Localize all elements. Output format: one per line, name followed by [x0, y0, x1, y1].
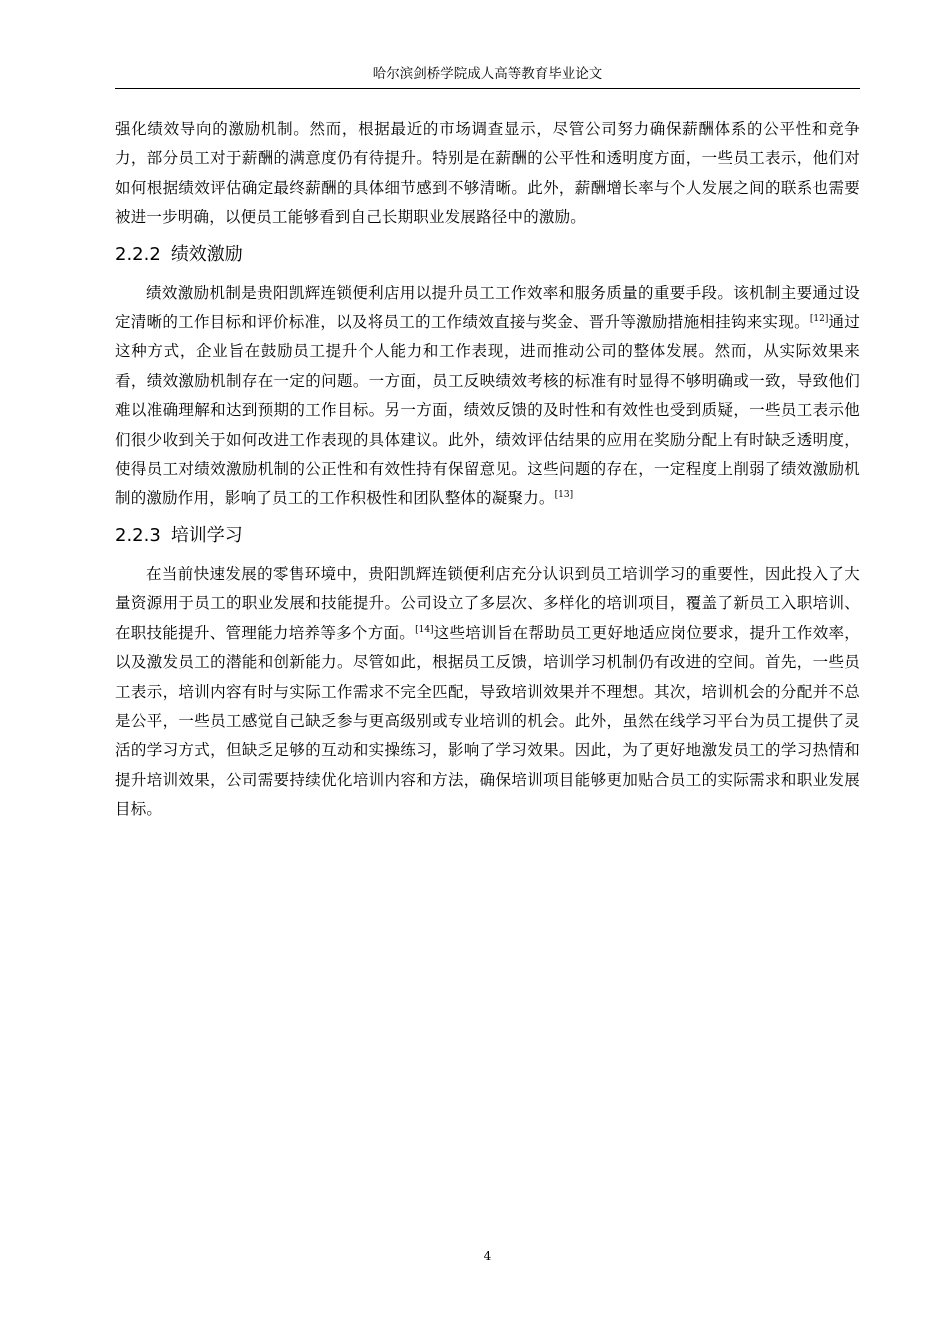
section-title: 培训学习: [170, 524, 243, 546]
citation-ref: [13]: [554, 490, 574, 501]
paragraph-text: 通过这种方式，企业旨在鼓励员工提升个人能力和工作表现，进而推动公司的整体发展。然而，从实际效果来看，绩效激励机制存在一定的问题。一方面，员工反映绩效考核的标准有时显得不够明确或一致，导致他们难以准确理解和达到预期的工作目标。另一方面，绩效反馈的及时性和有效性也受到质疑，一些员工表示他们很少收到关于如何改进工作表现的具体建议。此外，绩效评估结果的应用在奖励分配上有时缺乏透明度，使得员工对绩效激励机制的公正性和有效性持有保留意见。这些问题的存在，一定程度上削弱了绩效激励机制的激励作用，影响了员工的工作积极性和团队整体的凝聚力。: [115, 313, 860, 508]
section-number: 2.2.3: [115, 524, 161, 546]
paragraph-continued: 强化绩效导向的激励机制。然而，根据最近的市场调查显示，尽管公司努力确保薪酬体系的公平性和竞争力，部分员工对于薪酬的满意度仍有待提升。特别是在薪酬的公平性和透明度方面，一些员工表示，他们对如何根据绩效评估确定最终薪酬的具体细节感到不够清晰。此外，薪酬增长率与个人发展之间的联系也需要被进一步明确，以便员工能够看到自己长期职业发展路径中的激励。: [115, 120, 860, 227]
paragraph-text: 在当前快速发展的零售环境中，贵阳凯辉连锁便利店充分认识到员工培训学习的重要性，因此投入了大量资源用于员工的职业发展和技能提升。公司设立了多层次、多样化的培训项目，覆盖了新员工入职培训、在职技能提升、管理能力培养等多个方面。: [115, 564, 860, 642]
paragraph-performance-incentive: [115, 279, 860, 514]
section-title: 绩效激励: [170, 243, 243, 265]
page-body: [115, 115, 860, 825]
header-rule: [115, 88, 860, 89]
section-heading-2-2-3: [115, 524, 860, 548]
running-header: [115, 64, 860, 84]
running-header-title: 哈尔滨剑桥学院成人高等教育毕业论文: [372, 66, 603, 82]
section-number: 2.2.2: [115, 243, 161, 265]
citation-ref: [12]: [809, 314, 829, 325]
citation-ref: [14]: [415, 624, 434, 635]
paragraph-training: [115, 560, 860, 825]
page-number: 4: [483, 1249, 492, 1263]
paragraph-text: 这些培训旨在帮助员工更好地适应岗位要求，提升工作效率，以及激发员工的潜能和创新能力。尽管如此，根据员工反馈，培训学习机制仍有改进的空间。首先，一些员工表示，培训内容有时与实际工作需求不完全匹配，导致培训效果并不理想。其次，培训机会的分配并不总是公平，一些员工感觉自己缺乏参与更高级别或专业培训的机会。此外，虽然在线学习平台为员工提供了灵活的学习方式，但缺乏足够的互动和实操练习，影响了学习效果。因此，为了更好地激发员工的学习热情和提升培训效果，公司需要持续优化培训内容和方法，确保培训项目能够更加贴合员工的实际需求和职业发展目标。: [115, 623, 860, 819]
section-heading-2-2-2: [115, 243, 860, 267]
paragraph-text: 绩效激励机制是贵阳凯辉连锁便利店用以提升员工工作效率和服务质量的重要手段。该机制主要通过设定清晰的工作目标和评价标准，以及将员工的工作绩效直接与奖金、晋升等激励措施相挂钩来实现。: [115, 283, 860, 332]
